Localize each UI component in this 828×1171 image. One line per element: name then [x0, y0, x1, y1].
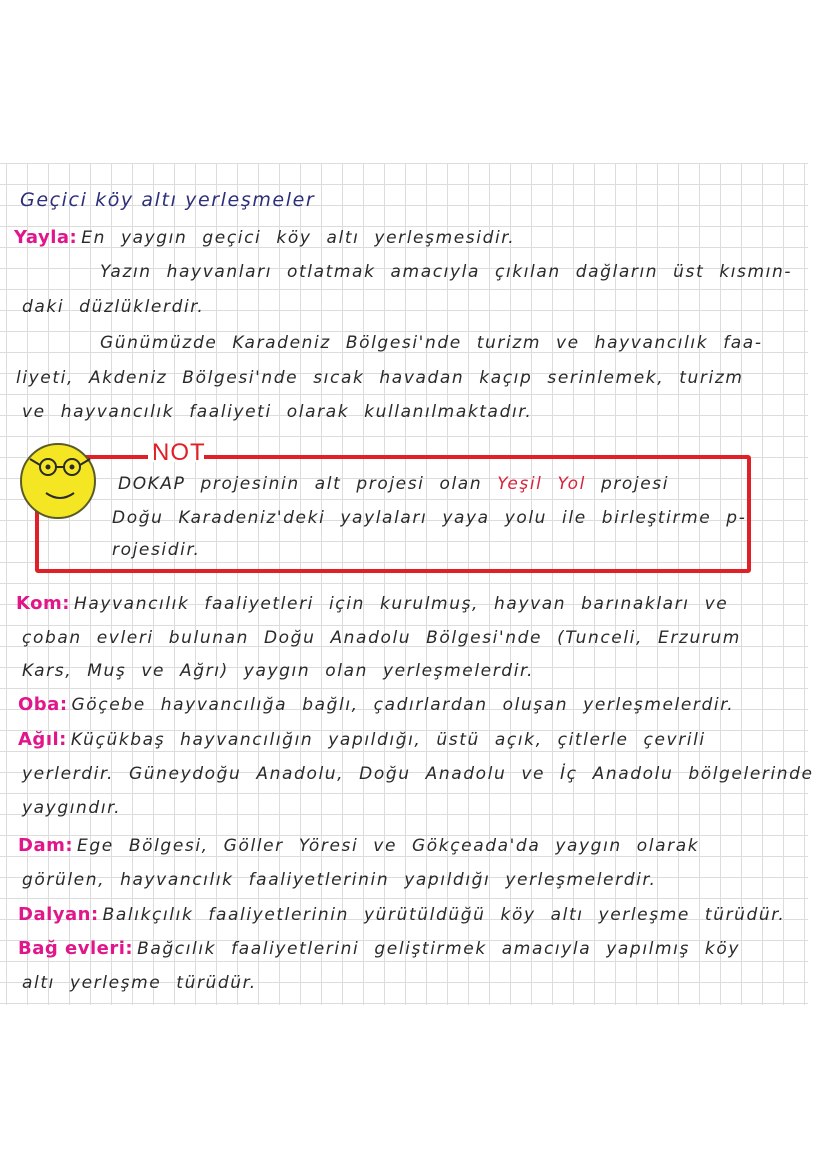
smiley-with-glasses-icon [20, 443, 96, 519]
page-title: Geçici köy altı yerleşmeler [20, 189, 316, 211]
dam-line-1: Dam: Ege Bölgesi, Göller Yöresi ve Gökçeada'da yaygın olarak [18, 835, 700, 856]
kom-line-2: çoban evleri bulunan Doğu Anadolu Bölgesi'nde (Tunceli, Erzurum [22, 628, 741, 648]
oba-line-1: Oba: Göçebe hayvancılığa bağlı, çadırlardan oluşan yerleşmelerdir. [18, 694, 735, 715]
agil-line-3: yaygındır. [22, 798, 122, 818]
yayla-line-5: liyeti, Akdeniz Bölgesi'nde sıcak havadan kaçıp serinlemek, turizm [16, 368, 744, 388]
note-line-1: DOKAP projesinin alt projesi olan Yeşil Yol projesi [118, 474, 670, 494]
yayla-line-1: Yayla: En yaygın geçici köy altı yerleşmesidir. [14, 227, 516, 248]
kom-line-1: Kom: Hayvancılık faaliyetleri için kurulmuş, hayvan barınakları ve [16, 593, 729, 614]
yayla-line-4: Günümüzde Karadeniz Bölgesi'nde turizm ve hayvancılık faa- [100, 333, 763, 353]
term-dalyan: Dalyan: [18, 904, 99, 925]
term-dam: Dam: [18, 835, 74, 856]
yayla-line-3: daki düzlüklerdir. [22, 297, 205, 317]
note-label: NOT [152, 439, 206, 466]
dalyan-line-1: Dalyan: Balıkçılık faaliyetlerinin yürütüldüğü köy altı yerleşme türüdür. [18, 904, 786, 925]
term-yayla: Yayla: [14, 227, 78, 248]
term-agil: Ağıl: [18, 729, 67, 750]
smiley-face-icon [22, 445, 98, 521]
yayla-line-6: ve hayvancılık faaliyeti olarak kullanılmaktadır. [22, 402, 533, 422]
term-bag-evleri: Bağ evleri: [18, 938, 134, 959]
dam-line-2: görülen, hayvancılık faaliyetlerinin yapıldığı yerleşmelerdir. [22, 870, 657, 890]
agil-line-2: yerlerdir. Güneydoğu Anadolu, Doğu Anadolu ve İç Anadolu bölgelerinde [22, 764, 814, 784]
kom-line-3: Kars, Muş ve Ağrı) yaygın olan yerleşmelerdir. [22, 661, 535, 681]
bag-evleri-line-1: Bağ evleri: Bağcılık faaliyetlerini geliştirmek amacıyla yapılmış köy [18, 938, 741, 959]
term-kom: Kom: [16, 593, 70, 614]
highlight-yesil-yol: Yeşil Yol [497, 474, 586, 494]
note-line-2: Doğu Karadeniz'deki yaylaları yaya yolu ile birleştirme p- [112, 508, 747, 528]
agil-line-1: Ağıl: Küçükbaş hayvancılığın yapıldığı, üstü açık, çitlerle çevrili [18, 729, 706, 750]
note-line-3: rojesidir. [112, 540, 201, 560]
term-oba: Oba: [18, 694, 68, 715]
yayla-line-2: Yazın hayvanları otlatmak amacıyla çıkılan dağların üst kısmın- [100, 262, 793, 282]
bag-evleri-line-2: altı yerleşme türüdür. [22, 973, 257, 993]
